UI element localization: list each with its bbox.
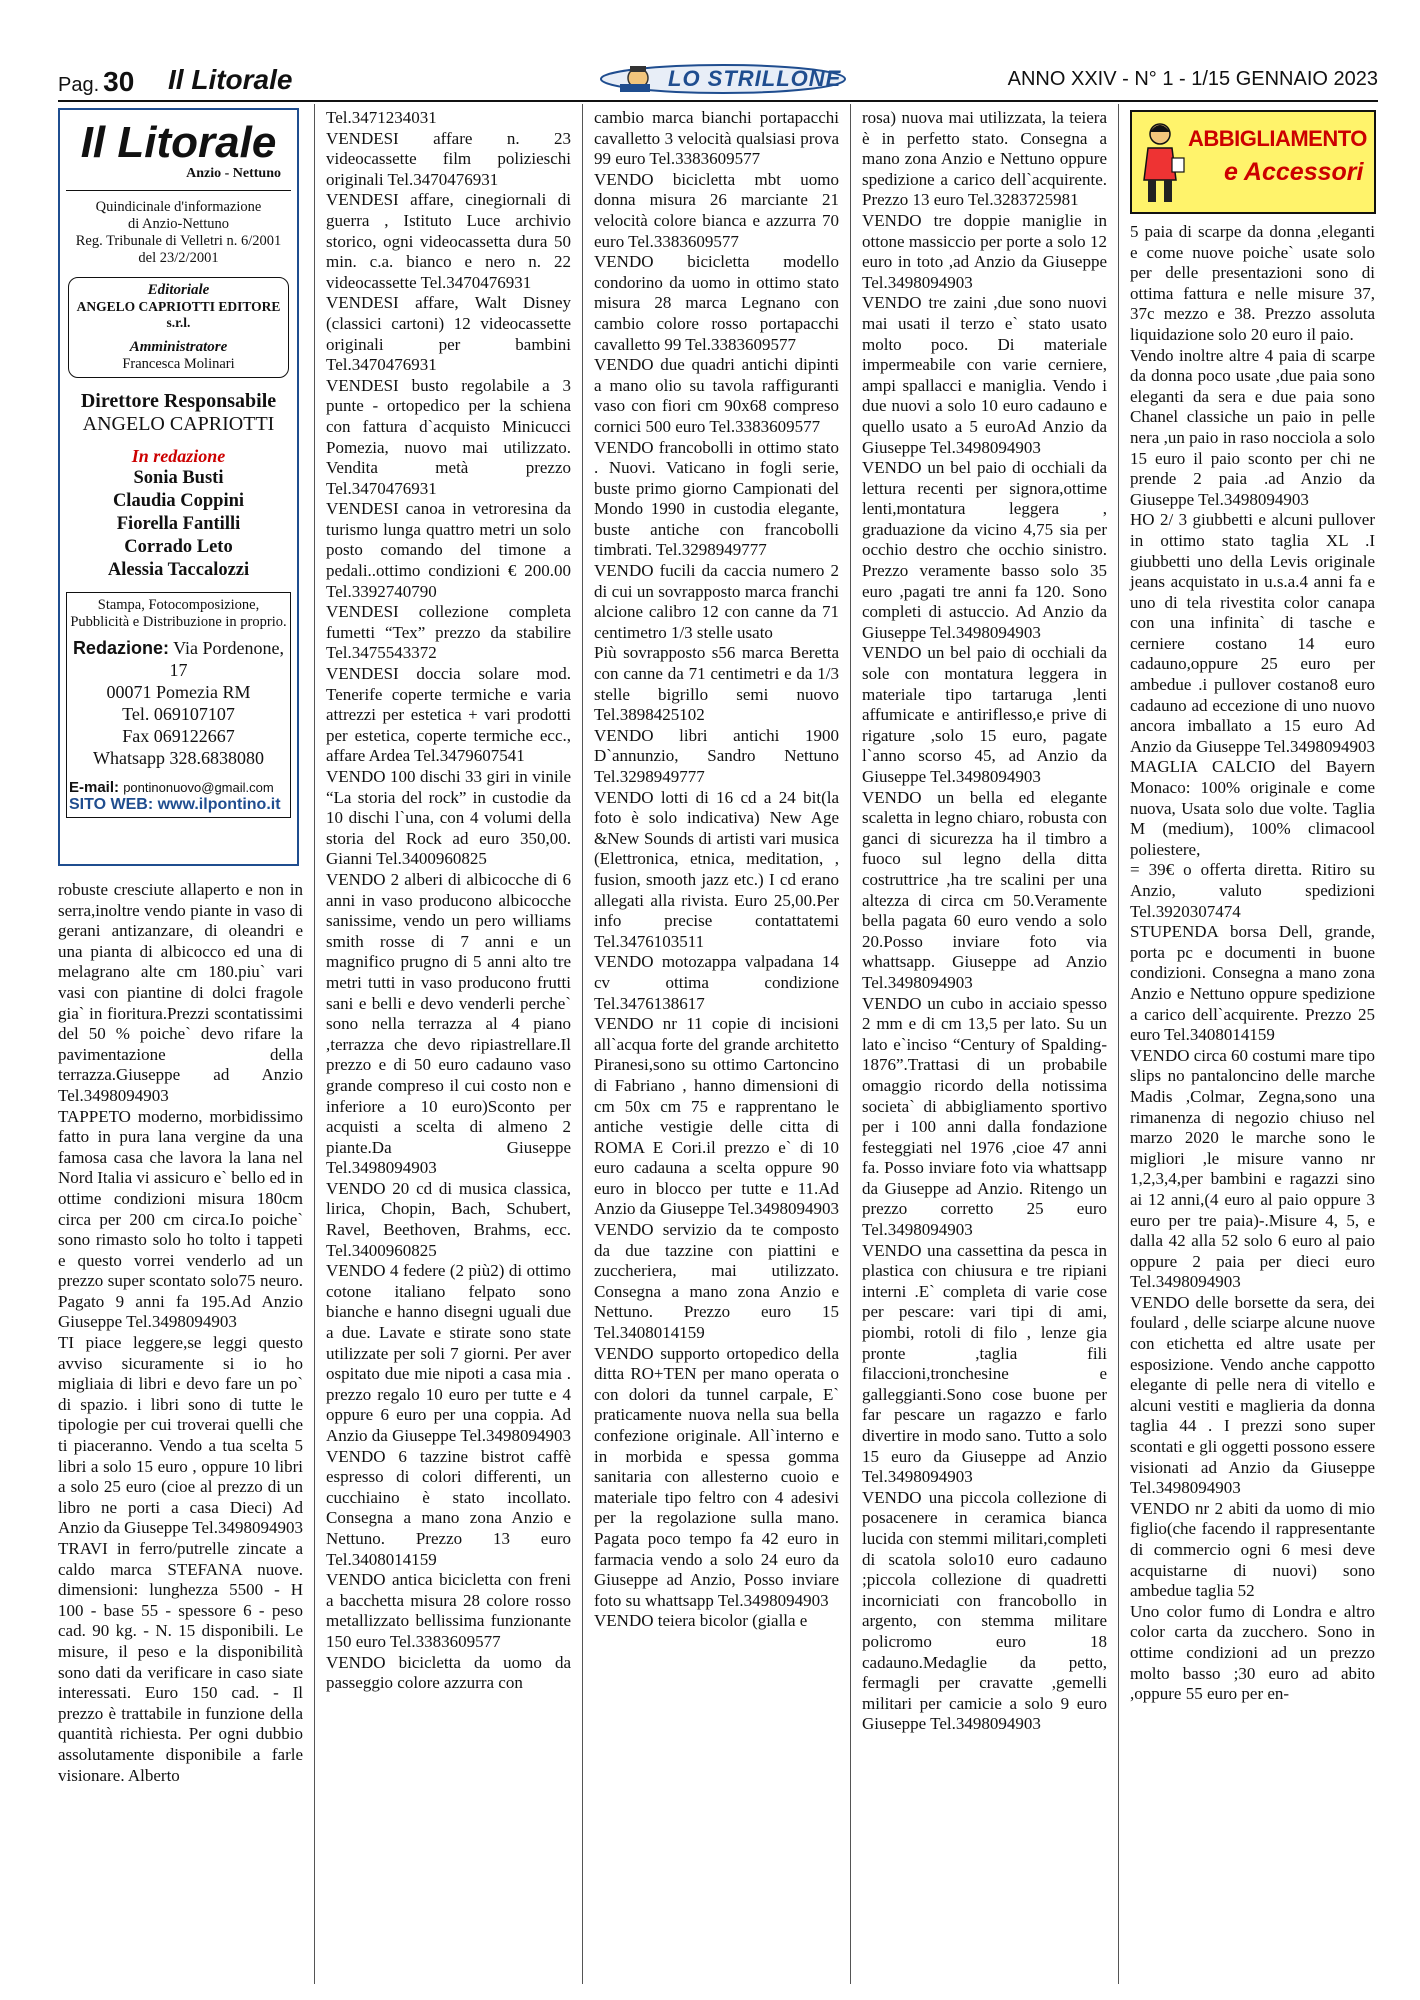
city: 00071 Pomezia RM [106, 682, 251, 702]
classified-ad: VENDESI doccia solare mod. Tenerife coperte termiche e varia attrezzi per estetica + vari prodotti per estetica, coperte termiche ecc., affare Ardea Tel.3479607541 [326, 664, 571, 766]
classified-ad: VENDESI canoa in vetroresina da turismo lunga quattro metri un solo posto comando del timone a pedali..ottimo condizioni € 200.00 Tel.3392740790 [326, 499, 571, 601]
masthead-line: Quindicinale d'informazione [95, 199, 262, 215]
redazione-label: In redazione [131, 446, 226, 466]
website-link[interactable]: www.ilpontino.it [157, 796, 281, 813]
editorial-box [68, 277, 289, 378]
classified-ad: MAGLIA CALCIO del Bayern Monaco: 100% originale e come nuova, Usata solo due volte. Taglia M (medium), 100% climacool poliestere, [1130, 757, 1375, 859]
classified-ad: TRAVI in ferro/putrelle zincate a caldo marca STEFANA nuove. dimensioni: lunghezza 5500 - H 100 - base 55 - spessore 6 - peso cad. 90 kg. - N. 15 disponibili. Le misure, il peso e la disponibilità sono dati da verificare in caso siate interessati. Euro 150 cad. - Il prezzo è trattabile in funzione della quantità richiesta. Per ogni dubbio assolutamente disponibile a farle visionare. Alberto [58, 1539, 303, 1785]
shopper-illustration-icon [1136, 118, 1186, 206]
header-rule [58, 100, 1378, 102]
classified-ad: VENDO una piccola collezione di posacenere in ceramica bianca lucida con stemmi militari,completi di scatola solo10 euro cadauno ;piccola collezione di quadretti incorniciati con francobollo in argento, con stemma militare policromo euro 18 cadauno.Medaglie da petto, fermagli per cravatte ,gemelli militari per camicie a solo 9 euro Giuseppe Tel.3498094903 [862, 1487, 1107, 1734]
classified-ad: VENDO motozappa valpadana 14 cv ottima condizione Tel.3476138617 [594, 952, 839, 1013]
classified-ad: VENDESI affare, Walt Disney (classici cartoni) 12 videocassette originali per bambini Tel.3470476931 [326, 293, 571, 375]
masthead-line: di Anzio-Nettuno [127, 216, 230, 232]
column-3 [594, 108, 839, 1632]
classified-ad: Uno color fumo di Londra e altro color carta da zucchero. Sono in ottime condizioni ad un prezzo molto basso ;30 euro ad abito ,oppure 55 euro per en- [1130, 1601, 1375, 1704]
page-label: Pag. 30 [58, 66, 135, 97]
page-number: 30 [103, 66, 135, 97]
classified-ad: VENDESI collezione completa fumetti “Tex” prezzo da stabilire Tel.3475543372 [326, 602, 571, 663]
staff-name: Fiorella Fantilli [116, 514, 241, 534]
issue-info: ANNO XXIV - N° 1 - 1/15 GENNAIO 2023 [1007, 68, 1378, 90]
masthead-title: Il Litorale [80, 118, 277, 167]
classified-ad: 5 paia di scarpe da donna ,eleganti e come nuove poiche` usate solo per delle presentazioni sono di ottima fattura e nelle misure 37, 37c mezzo e 38. Prezzo assoluta liquidazione solo 20 euro il paio. [1130, 222, 1375, 344]
classified-ad: VENDO tre zaini ,due sono nuovi mai usati il terzo e` stato usato molto poco. Di materiale impermeabile con varie cerniere, ampi spallacci e maniglia. Vendo i due nuovi a solo 10 euro cadauno e quello usato a 5 euroAd Anzio da Giuseppe Tel.3498094903 [862, 293, 1107, 457]
editoriale-label: Editoriale [147, 282, 210, 298]
classified-ad: VENDO 100 dischi 33 giri in vinile “La storia del rock” in custodie da 10 dischi l`una, con 4 volumi della storia del Rock ad euro 350,00. Gianni Tel.3400960825 [326, 767, 571, 869]
classified-ad: VENDO tre doppie maniglie in ottone massiccio per porte a solo 12 euro in toto ,ad Anzio da Giuseppe Tel.3498094903 [862, 210, 1107, 292]
banner-subtitle: e Accessori [1224, 158, 1364, 186]
classified-ad: robuste cresciute allaperto e non in serra,inoltre vendo piante in vaso di gerani antizanzare, di oleandri e una pianta di albicocco ed una di melagrano alte cm 180.piu` vari vasi con piantine di dolci fragole gia` in fioritura.Prezzi scontatissimi del 50 % poiche` devo rifare la pavimentazione della terrazza.Giuseppe ad Anzio Tel.3498094903 [58, 880, 303, 1105]
classified-ad: VENDO 2 alberi di albicocche di 6 anni in vaso producono albicocche sanissime, vendo un pero williams smith rosse di 7 anni e un magnifico prugno di 5 anni alto tre metri tutti in vaso producono frutti sani e belli e devo venderli perche` sono nella terrazza al 4 piano ,terrazza che devo ripiastrellare.Il prezzo e di 50 euro cadauno vaso grande compreso il cui costo non e inferiore a 10 euro)Sconto per acquisti a scelta di almeno 2 piante.Da Giuseppe Tel.3498094903 [326, 869, 571, 1178]
classified-ad: VENDO delle borsette da sera, dei foulard , delle sciarpe alcune nuove con etichetta ed altre usate per esposizione. Vendo anche cappotto elegante di pelle nera di vitello e alcuni vestiti e maglieria da donna taglia 44 . I prezzi sono super scontati e gli oggetti possono essere visionati ad Anzio da Giuseppe Tel.3498094903 [1130, 1292, 1375, 1498]
column-4 [862, 108, 1107, 1735]
paper-title: Il Litorale [168, 64, 293, 95]
classified-ad: VENDO un bella ed elegante scaletta in legno chiaro, robusta con ganci di sicurezza ha il timbro a fuoco sul legno della ditta costruttrice ,ha tre scalini per una altezza di circa cm 50.Veramente bella pagata 60 euro vendo a solo 20.Posso inviare foto via whattsapp. Giuseppe ad Anzio Tel.3498094903 [862, 787, 1107, 992]
address-block [69, 637, 288, 769]
services-text: Stampa, Fotocomposizione, Pubblicità e Distribuzione in proprio. [70, 597, 287, 630]
classified-ad: VENDO 20 cd di musica classica, lirica, Chopin, Bach, Schubert, Ravel, Beethoven, Brahms, ecc. Tel.3400960825 [326, 1178, 571, 1260]
column-divider [582, 104, 583, 1984]
telephone: Tel. 069107107 [122, 704, 235, 724]
direttore-name: ANGELO CAPRIOTTI [82, 413, 275, 435]
classified-ad: VENDO 4 federe (2 più2) di ottimo cotone italiano felpato sono bianche e hanno disegni uguali due a due. Lavate e stirate sono state utilizzate per soli 7 giorni. Per aver ospitato due mie nipoti a casa mia . prezzo regalo 10 euro per tutte e 4 oppure 6 euro per una coppia. Ad Anzio da Giuseppe Tel.3498094903 [326, 1261, 571, 1445]
column-divider [314, 104, 315, 1984]
masthead-box [58, 108, 299, 866]
classified-ad: VENDO servizio da te composto da due tazzine con piattini e zuccheriera, mai utilizzato. Consegna a mano zona Anzio e Nettuno. Prezzo euro 15 Tel.3408014159 [594, 1220, 839, 1343]
classified-ad: VENDO libri antichi 1900 D`annunzio, Sandro Nettuno Tel.3298949777 [594, 725, 839, 786]
classified-ad: VENDO francobolli in ottimo stato . Nuovi. Vaticano in fogli serie, buste primo giorno Campionati del Mondo 1990 in custodia elegante, buste antiche con francobolli timbrati. Tel.3298949777 [594, 437, 839, 560]
classified-ad: VENDO circa 60 costumi mare tipo slips no pantaloncino delle marche Madis ,Colmar, Zegna,sono una rimanenza di negozio chiuso nel marzo 2020 le marche sono le migliori ,le misure vanno nr 1,2,3,4,per bambini e ragazzi sino ai 12 anni,(4 euro al paio oppure 3 euro per tre paia)-.Misure 4, 5, e dalla 42 alla 52 solo 6 euro al paio oppure 2 paia per dieci euro Tel.3498094903 [1130, 1045, 1376, 1292]
masthead-line: del 23/2/2001 [138, 250, 219, 266]
classified-ad: VENDESI affare, cinegiornali di guerra , Istituto Luce archivio storico, ogni videocassetta dura 50 min. c.a. bianco e nero n. 22 videocassette Tel.3470476931 [326, 190, 571, 292]
direttore-label: Direttore Responsabile [80, 390, 277, 412]
classified-ad: TI piace leggere,se leggi questo avviso sicuramente si io ho migliaia di libri e devo fare un po` di spazio. i libri sono di tutte le tipologie per cui troverai quelli che ti piaceranno. Vendo a tua scelta 5 libri a solo 15 euro , oppure 10 libri a solo 25 euro (cioe al prezzo di un libro ne porti a casa Dieci) Ad Anzio da Giuseppe Tel.3498094903 [58, 1333, 303, 1538]
whatsapp: Whatsapp 328.6838080 [93, 748, 264, 768]
classified-ad: VENDESI busto regolabile a 3 punte - ortopedico per la schiena con fattura d`acquisto Minicucci Pomezia, nuovo mai utilizzato. Vendita metà prezzo Tel.3470476931 [326, 375, 571, 498]
classified-ad: cambio marca bianchi portapacchi cavalletto 3 velocità qualsiasi prova 99 euro Tel.3383609577 [594, 108, 839, 169]
services-box [66, 592, 291, 818]
classified-ad: rosa) nuova mai utilizzata, la teiera è in perfetto stato. Consegna a mano zona Anzio e Nettuno oppure spedizione a carico dell`acquirente. Prezzo 13 euro Tel.3283725981 [862, 108, 1107, 210]
classified-ad: Tel.3471234031 [326, 108, 437, 127]
section-banner [1130, 110, 1376, 214]
editoriale-name: ANGELO CAPRIOTTI EDITORE s.r.l. [76, 299, 281, 330]
classified-ad: STUPENDA borsa Dell, grande, porta pc e documenti in buone condizioni. Consegna a mano zona Anzio e Nettuno oppure spedizione a carico dell`acquirente. Prezzo 25 euro Tel.3408014159 [1130, 922, 1375, 1045]
masthead-line: Reg. Tribunale di Velletri n. 6/2001 [75, 233, 282, 249]
classified-ad: VENDO un bel paio di occhiali da lettura recenti per signora,ottime lenti,montatura leggera , graduazione da vicino 4,75 sia per occhio destro che occhio sinistro. Prezzo veramente basso solo 35 euro ,pagati tre anni fa 120. Sono completi di astuccio. Ad Anzio da Giuseppe Tel.3498094903 [862, 458, 1107, 642]
classified-ad: VENDO bicicletta da uomo da passeggio colore azzurra con [326, 1652, 571, 1693]
classified-ad: Più sovrapposto s56 marca Beretta con canne da 71 centimetri e da 1/3 stelle bigrillo semi nuovo Tel.3898425102 [594, 643, 839, 725]
classified-ad: VENDO antica bicicletta con freni a bacchetta misura 28 colore rosso metallizzato bellissima funzionante 150 euro Tel.3383609577 [326, 1570, 571, 1651]
amministratore-name: Francesca Molinari [122, 356, 235, 372]
classified-ad: VENDO nr 11 copie di incisioni all`acqua forte del grande architetto Piranesi,sono su ottimo Cartoncino di Fabriano , hanno dimensioni di cm 50x cm 75 e rapprentano le antiche vestigie delle citta di ROMA E Cori.il prezzo e` di 10 euro cadauna a scelta oppure 90 euro in blocco per tutte e 11.Ad Anzio da Giuseppe Tel.3498094903 [594, 1014, 839, 1219]
classified-ad: VENDO fucili da caccia numero 2 di cui un sovrapposto marca franchi alcione calibro 12 con canne da 71 centimetro 1/3 stelle usato [594, 561, 839, 642]
fax: Fax 069122667 [122, 726, 235, 746]
column-5 [1130, 222, 1375, 1705]
staff-name: Sonia Busti [133, 468, 224, 488]
column-2 [326, 108, 571, 1694]
column-divider [1118, 104, 1119, 1984]
address: Via Pordenone, 17 [169, 638, 285, 680]
classified-ad: VENDO bicicletta modello condorino da uomo in ottimo stato misura 28 marca Legnano con cambio colore rosso portapacchi cavalletto 99 Tel.3383609577 [594, 252, 839, 354]
classified-ad: TAPPETO moderno, morbidissimo fatto in pura lana vergine da una famosa casa che lavora la lana nel Nord Italia vi assicuro e` bello ed in ottime condizioni misura 180cm circa per 200 cm circa.Io poiche` sono rimasto solo ho tolto i tappeti e questo vorrei venderlo ad un prezzo super scontato solo75 neuro. Pagato 9 anni fa 195.Ad Anzio Giuseppe Tel.3498094903 [58, 1106, 304, 1332]
masthead-subtitle: Anzio - Nettuno [186, 166, 281, 181]
classified-ad: VENDO una cassettina da pesca in plastica con chiusura e tre ripiani interni .E` completa di varie cose per pescare: vari tipi di ami, piombi, rotoli di filo , lenze gia pronte ,taglia fili filaccioni,tronchesine e galleggianti.Sono cose buone per far pescare un ragazzo e farlo divertire in modo sano. Tutto a solo 15 euro da Giuseppe ad Anzio Tel.3498094903 [862, 1240, 1107, 1487]
lo-strillone-logo [598, 62, 848, 96]
staff-name: Alessia Taccalozzi [107, 560, 250, 580]
classified-ad: VENDO supporto ortopedico della ditta RO+TEN per mano operata o con dolori da tunnel carpale, E` praticamente nuova nella sua bella confezione originale. All`interno e in morbida e spessa gomma sanitaria con allesterno cuoio e materiale tipo feltro con 4 adesivi per la regolazione sulla mano. Pagata poco tempo fa 42 euro in farmacia vendo a solo 24 euro da Giuseppe ad Anzio, Posso inviare foto su whattsapp Tel.3498094903 [594, 1343, 839, 1610]
logo-text: LO STRILLONE [668, 66, 842, 91]
website-line: SITO WEB: www.ilpontino.it [69, 796, 281, 813]
email-link[interactable]: pontinonuovo@gmail.com [123, 780, 274, 795]
classified-ad: Vendo inoltre altre 4 paia di scarpe da donna poco usate ,due paia sono eleganti da sera e due paia sono Chanel classiche un paio in pelle nera ,un paio in raso nocciola a solo 15 euro il paio sconto per chi ne prende 2 paia .ad Anzio da Giuseppe Tel.3498094903 [1130, 345, 1375, 509]
classified-ad: VENDO nr 2 abiti da uomo di mio figlio(che facendo il rappresentante di commercio ogni 6 mesi deve acquistarne di nuovi) sono ambedue taglia 52 [1130, 1498, 1375, 1601]
amministratore-label: Amministratore [129, 339, 228, 355]
column-1 [58, 880, 303, 1786]
classified-ad: HO 2/ 3 giubbetti e alcuni pullover in ottimo stato taglia XL .I giubbetti uno della Levis originale jeans acquistato in u.s.a.4 anni fa e uno di tela rivestita color canapa con una infinita` di tasche e cerniere costano 14 euro cadauno,oppure 25 euro per ambedue .i pullover costano8 euro cadauno ad eccezione di uno nuovo ancora imballato a 15 euro Ad Anzio da Giuseppe Tel.3498094903 [1130, 510, 1375, 756]
classified-ad: = 39€ o offerta diretta. Ritiro su Anzio, valuto spedizioni Tel.3920307474 [1130, 860, 1375, 921]
classified-ad: VENDO un bel paio di occhiali da sole con montatura leggera in materiale tipo tartaruga ,lenti affumicate e antiriflesso,e prive di rigature ,solo 15 euro, pagate l`anno scorso 45, ad Anzio da Giuseppe Tel.3498094903 [862, 643, 1107, 786]
classified-ad: VENDO un cubo in acciaio spesso 2 mm e di cm 13,5 per lato. Su un lato e`inciso “Century of Spalding-1876”.Trattasi di un probabile omaggio ricordo della notissima societa` di abbigliamento sportivo per i 100 anni dalla fondazione festeggiati nel 1976 ,cioe 47 anni fa. Posso inviare foto via whattsapp da Giuseppe ad Anzio. Ritengo un prezzo corretto 25 euro Tel.3498094903 [862, 993, 1107, 1240]
page-header [58, 62, 1378, 98]
staff-name: Corrado Leto [124, 537, 233, 557]
classified-ad: VENDESI affare n. 23 videocassette film polizieschi originali Tel.3470476931 [326, 128, 571, 189]
staff-name: Claudia Coppini [112, 491, 245, 511]
classified-ad: VENDO lotti di 16 cd a 24 bit(la foto è solo indicativa) New Age &New Sounds di artisti vari musica (Elettronica, etnica, meditation, , fusion, smooth jazz etc.) I cd erano allegati alla rivista. Euro 25,00.Per info precise contattatemi Tel.3476103511 [594, 787, 839, 951]
banner-title: ABBIGLIAMENTO [1188, 126, 1367, 151]
classified-ad: VENDO teiera bicolor (gialla e [594, 1611, 808, 1631]
column-divider [850, 104, 851, 1984]
address-label: Redazione: [72, 638, 169, 658]
classified-ad: VENDO due quadri antichi dipinti a mano olio su tavola raffiguranti vaso con fiori cm 90x68 compreso cornici 500 euro Tel.3383609577 [594, 355, 839, 436]
classified-ad: VENDO 6 tazzine bistrot caffè espresso di colori differenti, un cucchiaino è stato incollato. Consegna a mano zona Anzio e Nettuno. Prezzo 13 euro Tel.3408014159 [326, 1446, 571, 1569]
classified-ad: VENDO bicicletta mbt uomo donna misura 26 marciante 21 velocità colore bianca e azzurra 70 euro Tel.3383609577 [594, 169, 839, 251]
masthead-divider [66, 190, 291, 191]
email-line: E-mail: pontinonuovo@gmail.com [69, 779, 274, 796]
